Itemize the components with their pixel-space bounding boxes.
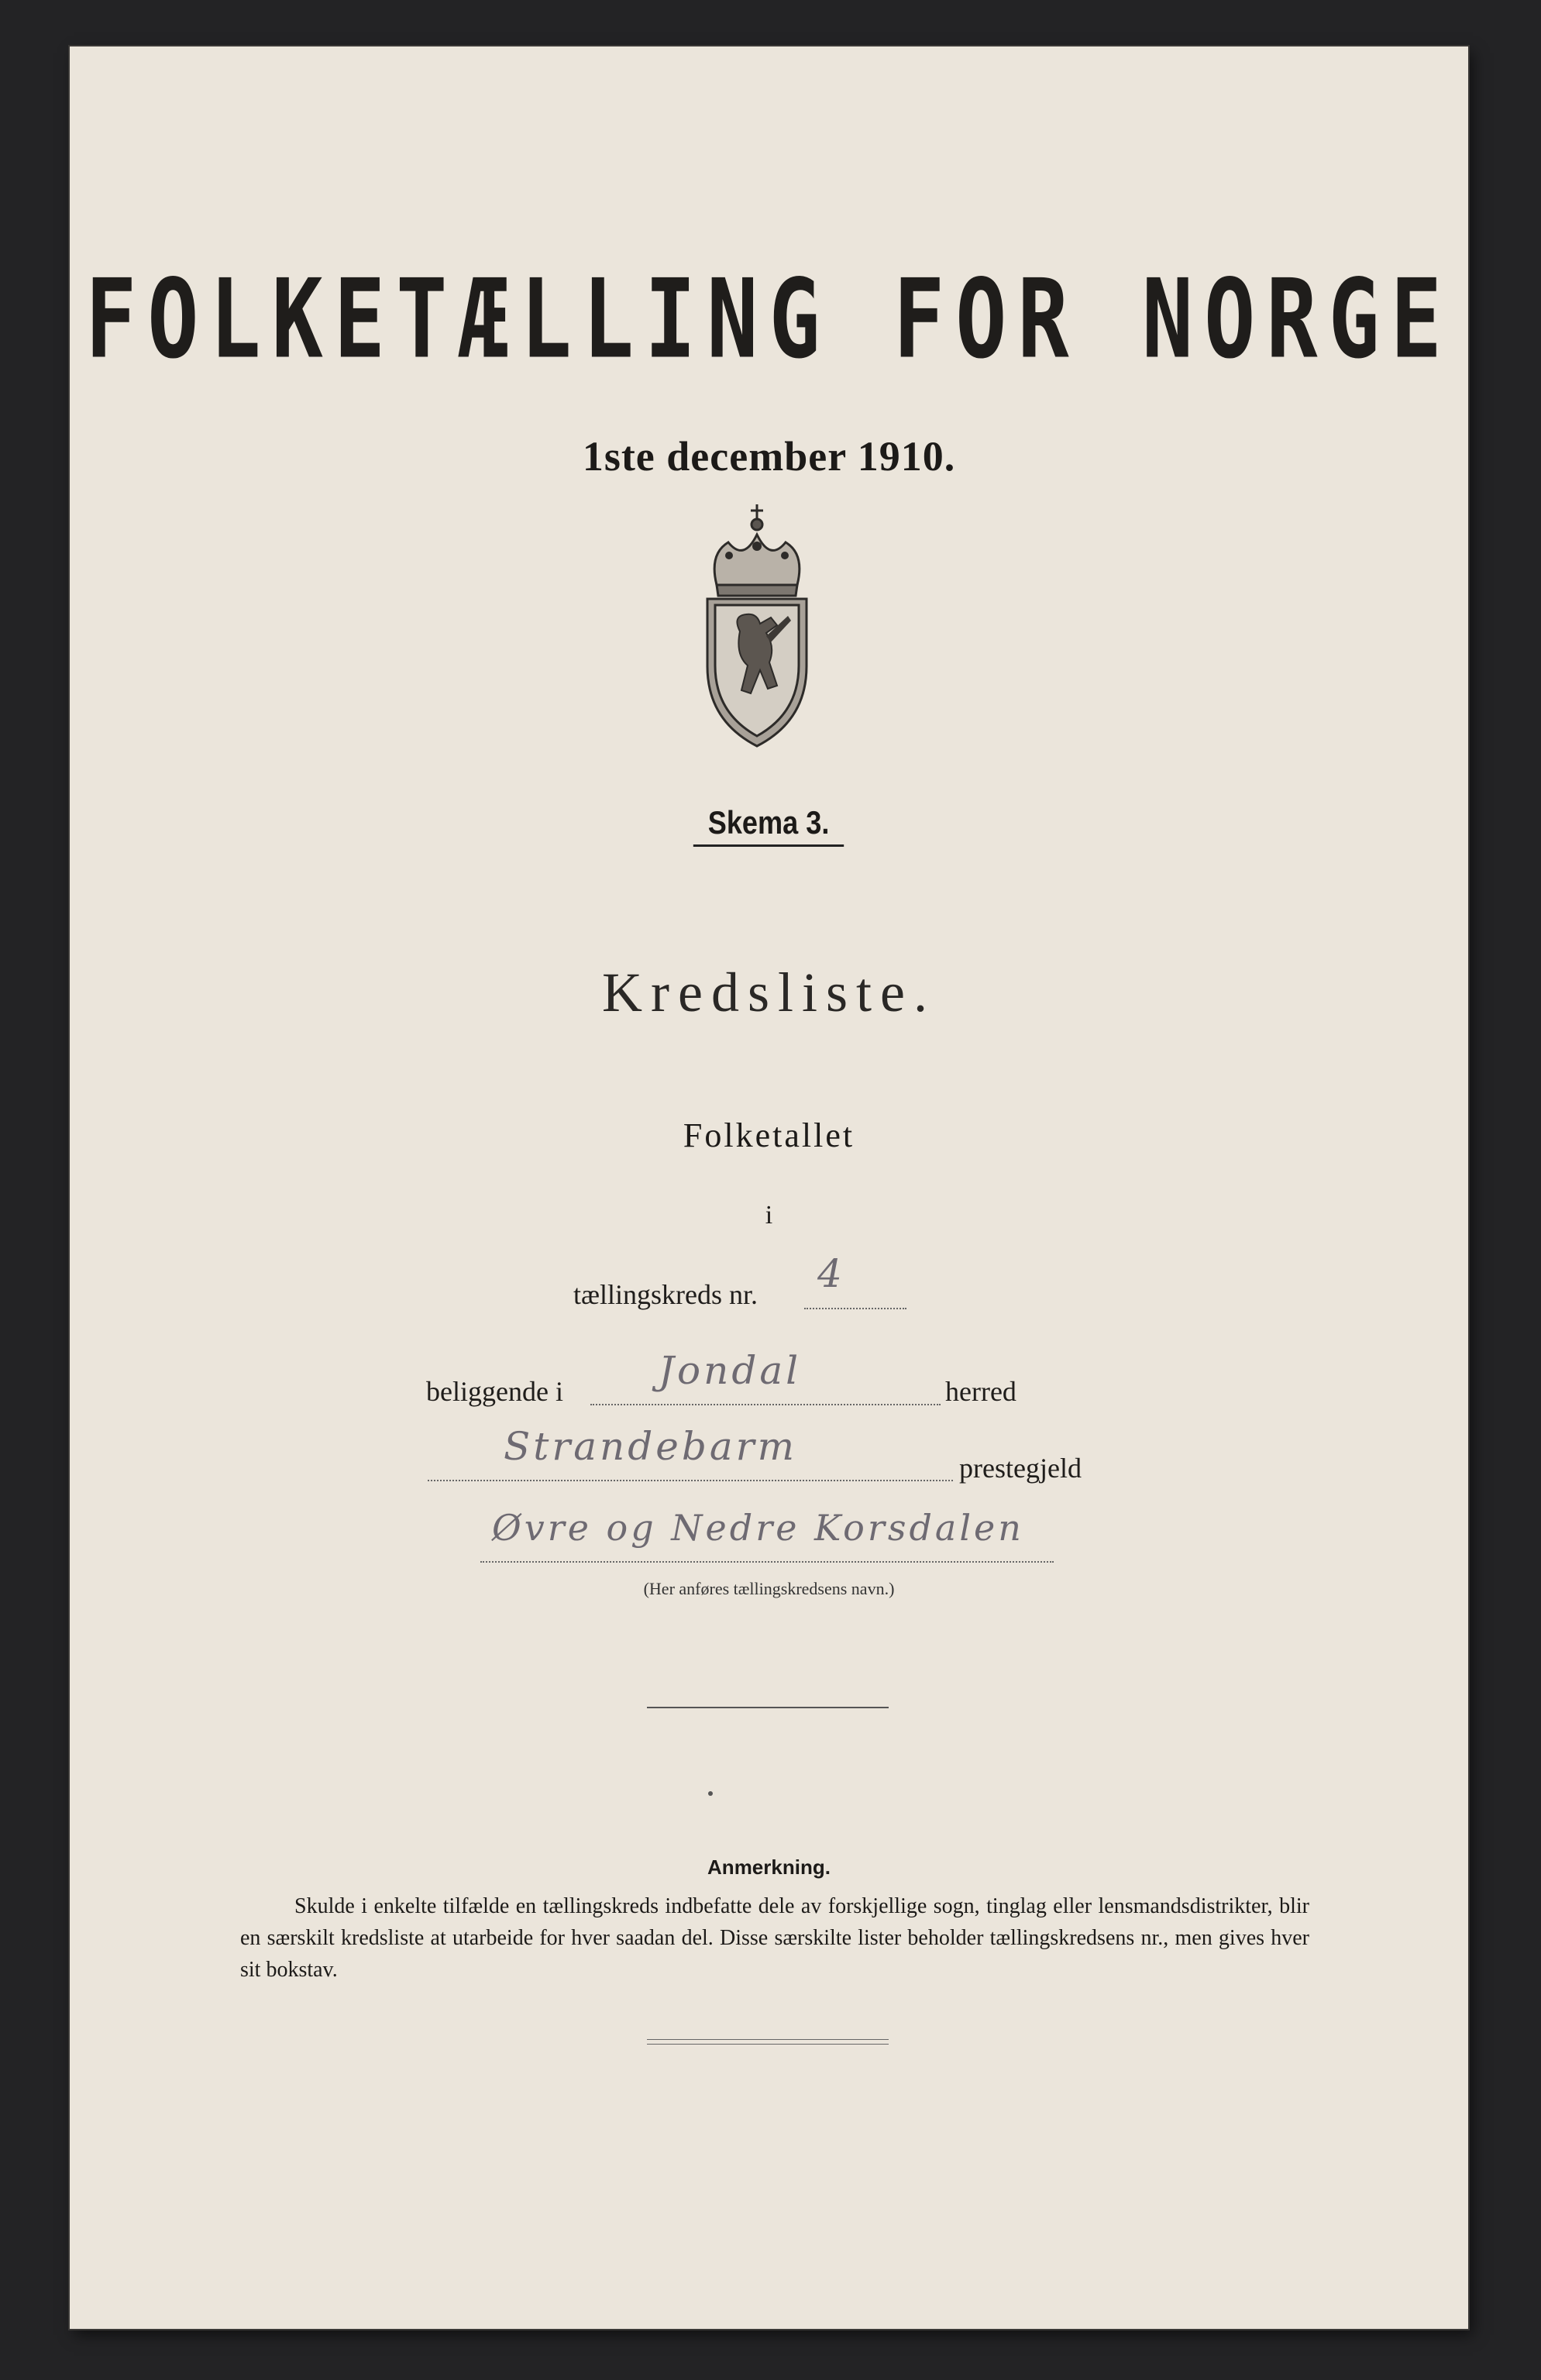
document-title: FOLKETÆLLING FOR NORGE [85, 256, 1453, 383]
bottom-rule-bottom [647, 2044, 889, 2045]
anmerkning-body [240, 1890, 1309, 1986]
census-form-page [70, 46, 1468, 2329]
norwegian-coat-of-arms-icon [686, 500, 829, 755]
beliggende-dotline [590, 1404, 941, 1405]
kreds-name-note: (Her anføres tællingskredsens navn.) [643, 1579, 895, 1598]
beliggende-label: beliggende i [426, 1376, 563, 1407]
prestegjeld-dotline [428, 1480, 953, 1481]
kreds-name-handwritten: Øvre og Nedre Korsdalen [492, 1507, 1024, 1549]
telling-label: tællingskreds nr. [573, 1279, 758, 1310]
herred-label: herred [945, 1376, 1016, 1407]
telling-dotline [804, 1308, 906, 1309]
bottom-rule-top [647, 2039, 889, 2040]
herred-handwritten: Jondal [659, 1348, 802, 1393]
kreds-name-dotline [480, 1561, 1054, 1563]
form-name: Kredsliste. [602, 961, 936, 1023]
prestegjeld-handwritten: Strandebarm [504, 1424, 797, 1469]
preposition-i: i [765, 1201, 773, 1230]
folketallet-heading: Folketallet [683, 1116, 855, 1154]
schema-label-container [70, 804, 1468, 847]
prestegjeld-label: prestegjeld [959, 1453, 1082, 1484]
schema-number: Skema 3. [693, 804, 844, 847]
anmerkning-title: Anmerkning. [707, 1856, 831, 1879]
anmerkning-text: Skulde i enkelte tilfælde en tællingskreds indbefatte dele av forskjellige sogn, tinglag eller lensmandsdistrikter, blir en særskilt kredsliste at utarbeide for hver saadan del. Disse særskilte lister beholder tællingskredsens nr., men gives hver sit bokstav. [240, 1894, 1309, 1982]
ink-dot [708, 1791, 713, 1796]
census-date: 1ste december 1910. [582, 433, 956, 480]
telling-number-handwritten: 4 [817, 1251, 845, 1296]
divider-rule [647, 1707, 889, 1708]
